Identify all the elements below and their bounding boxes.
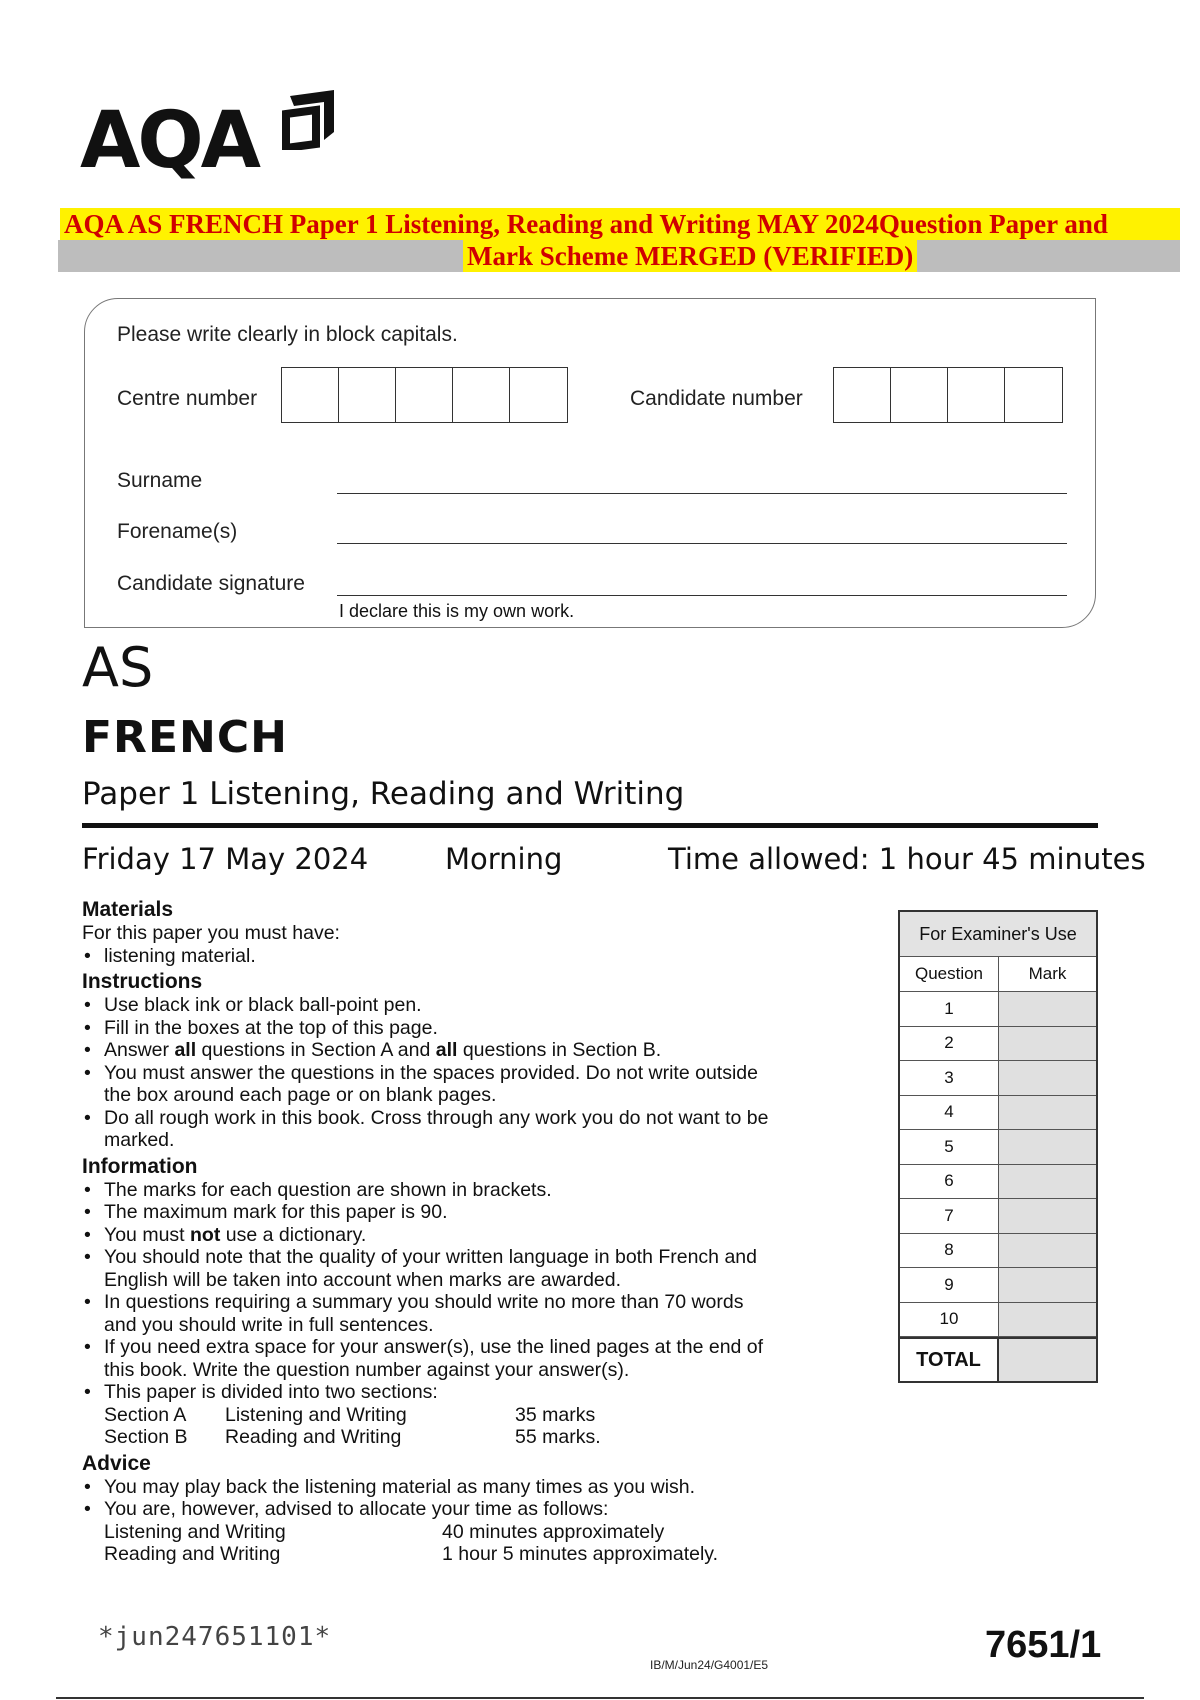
time-allowed: Time allowed: 1 hour 45 minutes — [668, 842, 1146, 876]
materials-intro: For this paper you must have: — [82, 922, 340, 944]
information-line: In questions requiring a summary you should write no more than 70 words — [104, 1291, 744, 1313]
banner-line-2-bar — [58, 240, 1180, 272]
exam-date: Friday 17 May 2024 — [82, 842, 369, 876]
time-value: 40 minutes approximately — [442, 1520, 665, 1543]
candidate-number-digit-box[interactable] — [834, 368, 891, 422]
information-item — [82, 1336, 882, 1381]
table-row — [900, 1061, 1096, 1096]
answer-all-emphasis: all — [174, 1039, 197, 1061]
declaration-text: I declare this is my own work. — [339, 601, 575, 621]
information-line: If you need extra space for your answer(s), use the lined pages at the end of — [104, 1336, 764, 1358]
section-title: Reading and Writing — [225, 1426, 402, 1448]
instruction-line: Do all rough work in this book. Cross through any work you do not want to be — [104, 1106, 769, 1129]
section-name: Section A — [104, 1403, 187, 1426]
title-rule — [82, 823, 1098, 828]
table-row — [900, 1165, 1096, 1200]
table-row — [900, 1199, 1096, 1234]
centre-number-grid[interactable] — [281, 367, 568, 423]
total-label: TOTAL — [900, 1339, 999, 1381]
information-heading: Information — [82, 1154, 198, 1178]
materials-heading: Materials — [82, 898, 174, 921]
instructions-heading: Instructions — [82, 970, 203, 993]
mark-cell — [999, 1268, 1096, 1302]
information-item — [82, 1224, 882, 1247]
section-title: Listening and Writing — [225, 1403, 407, 1426]
total-mark-cell — [999, 1339, 1096, 1381]
instructions-column — [82, 897, 882, 1566]
instruction-item — [82, 1107, 882, 1152]
mark-cell — [999, 1027, 1096, 1061]
information-line: English will be taken into account when marks are awarded. — [104, 1268, 622, 1291]
centre-number-digit-box[interactable] — [453, 368, 510, 422]
paper-code: 7651/1 — [985, 1624, 1102, 1666]
advice-item: • You are, however, advised to allocate your time as follows: — [82, 1498, 882, 1521]
banner-line-2: Mark Scheme MERGED (VERIFIED) — [463, 240, 917, 272]
signature-field[interactable] — [337, 594, 1067, 596]
total-row — [900, 1337, 1096, 1381]
question-number-cell: 5 — [900, 1130, 999, 1164]
candidate-number-label: Candidate number — [630, 387, 803, 410]
surname-field[interactable] — [337, 492, 1067, 494]
centre-number-digit-box[interactable] — [510, 368, 567, 422]
information-item — [82, 1246, 882, 1291]
section-marks: 35 marks — [515, 1403, 596, 1426]
information-item: • The marks for each question are shown in brackets. — [82, 1179, 882, 1202]
advice-item: • You may play back the listening material as many times as you wish. — [82, 1476, 882, 1499]
forename-field[interactable] — [337, 542, 1067, 544]
candidate-number-grid[interactable] — [833, 367, 1063, 423]
logo-text: AQA — [80, 96, 259, 186]
time-row — [82, 1543, 882, 1566]
instruction-item: • Fill in the boxes at the top of this page. — [82, 1017, 882, 1040]
answer-all-emphasis: all — [435, 1039, 458, 1061]
answer-text: questions in Section B. — [457, 1039, 662, 1061]
candidate-details-box — [84, 298, 1096, 628]
mark-cell — [999, 1199, 1096, 1233]
aqa-logo — [80, 88, 350, 188]
table-row — [900, 1268, 1096, 1303]
instruction-line: You must answer the questions in the spaces provided. Do not write outside — [104, 1061, 758, 1084]
section-marks: 55 marks. — [515, 1426, 601, 1448]
table-row — [900, 1027, 1096, 1062]
question-number-cell: 10 — [900, 1303, 999, 1337]
subject-title: FRENCH — [82, 712, 288, 763]
time-row — [82, 1521, 882, 1544]
examiner-table-rows — [900, 992, 1096, 1337]
mark-column-header: Mark — [1028, 964, 1067, 983]
mark-cell — [999, 1234, 1096, 1268]
section-row — [82, 1426, 882, 1449]
question-number-cell: 1 — [900, 992, 999, 1026]
centre-number-digit-box[interactable] — [339, 368, 396, 422]
question-number-cell: 4 — [900, 1096, 999, 1130]
dictionary-text: use a dictionary. — [220, 1223, 367, 1246]
surname-label: Surname — [117, 469, 203, 492]
instruction-line: marked. — [104, 1129, 175, 1151]
question-number-cell: 6 — [900, 1165, 999, 1199]
barcode-text: *jun247651101* — [98, 1622, 332, 1652]
centre-number-digit-box[interactable] — [282, 368, 339, 422]
paper-title: Paper 1 Listening, Reading and Writing — [82, 776, 685, 812]
instruction-item — [82, 1062, 882, 1107]
examiner-use-table — [898, 910, 1098, 1383]
exam-session: Morning — [445, 842, 563, 876]
answer-text: Answer — [104, 1039, 175, 1061]
information-item: • This paper is divided into two sections: — [82, 1381, 882, 1404]
examiner-table-title: For Examiner's Use — [900, 912, 1096, 957]
dictionary-not-emphasis: not — [190, 1223, 221, 1246]
title-banner — [60, 208, 1180, 272]
table-row — [900, 1303, 1096, 1338]
table-row — [900, 1096, 1096, 1131]
table-row — [900, 992, 1096, 1027]
centre-number-label: Centre number — [117, 387, 258, 410]
instruction-line: the box around each page or on blank pages. — [104, 1084, 497, 1106]
time-part: Listening and Writing — [104, 1520, 286, 1543]
information-line: this book. Write the question number against your answer(s). — [104, 1358, 630, 1381]
bottom-rule — [56, 1697, 1144, 1699]
mark-cell — [999, 1165, 1096, 1199]
information-item — [82, 1291, 882, 1336]
examiner-table-header — [900, 957, 1096, 992]
level-title: AS — [82, 636, 154, 699]
materials-item: • listening material. — [82, 945, 882, 968]
table-row — [900, 1130, 1096, 1165]
information-line: and you should write in full sentences. — [104, 1313, 434, 1336]
block-capitals-instruction: Please write clearly in block capitals. — [117, 323, 458, 346]
question-number-cell: 3 — [900, 1061, 999, 1095]
information-line: You should note that the quality of your written language in both French and — [104, 1246, 757, 1268]
section-row — [82, 1404, 882, 1427]
time-value: 1 hour 5 minutes approximately. — [442, 1543, 719, 1565]
mark-cell — [999, 992, 1096, 1026]
signature-label: Candidate signature — [117, 572, 305, 595]
section-name: Section B — [104, 1426, 188, 1448]
paper-reference: IB/M/Jun24/G4001/E5 — [650, 1658, 769, 1672]
instruction-item — [82, 1039, 882, 1062]
candidate-number-digit-box[interactable] — [948, 368, 1005, 422]
centre-number-digit-box[interactable] — [396, 368, 453, 422]
answer-text: questions in Section A and — [196, 1039, 436, 1061]
candidate-number-digit-box[interactable] — [891, 368, 948, 422]
mark-cell — [999, 1061, 1096, 1095]
time-part: Reading and Writing — [104, 1543, 281, 1565]
dictionary-text: You must — [104, 1223, 190, 1246]
mark-cell — [999, 1303, 1096, 1337]
forename-label: Forename(s) — [117, 520, 238, 543]
mark-cell — [999, 1130, 1096, 1164]
mark-cell — [999, 1096, 1096, 1130]
question-number-cell: 7 — [900, 1199, 999, 1233]
advice-heading: Advice — [82, 1451, 151, 1475]
information-item: • The maximum mark for this paper is 90. — [82, 1201, 882, 1224]
question-column-header: Question — [900, 957, 999, 991]
candidate-number-digit-box[interactable] — [1005, 368, 1062, 422]
table-row — [900, 1234, 1096, 1269]
question-number-cell: 2 — [900, 1027, 999, 1061]
question-number-cell: 8 — [900, 1234, 999, 1268]
banner-line-1: AQA AS FRENCH Paper 1 Listening, Reading and Writing MAY 2024Question Paper and — [60, 208, 1180, 240]
logo-mark-icon — [280, 88, 340, 150]
instruction-item: • Use black ink or black ball-point pen. — [82, 994, 882, 1017]
question-number-cell: 9 — [900, 1268, 999, 1302]
